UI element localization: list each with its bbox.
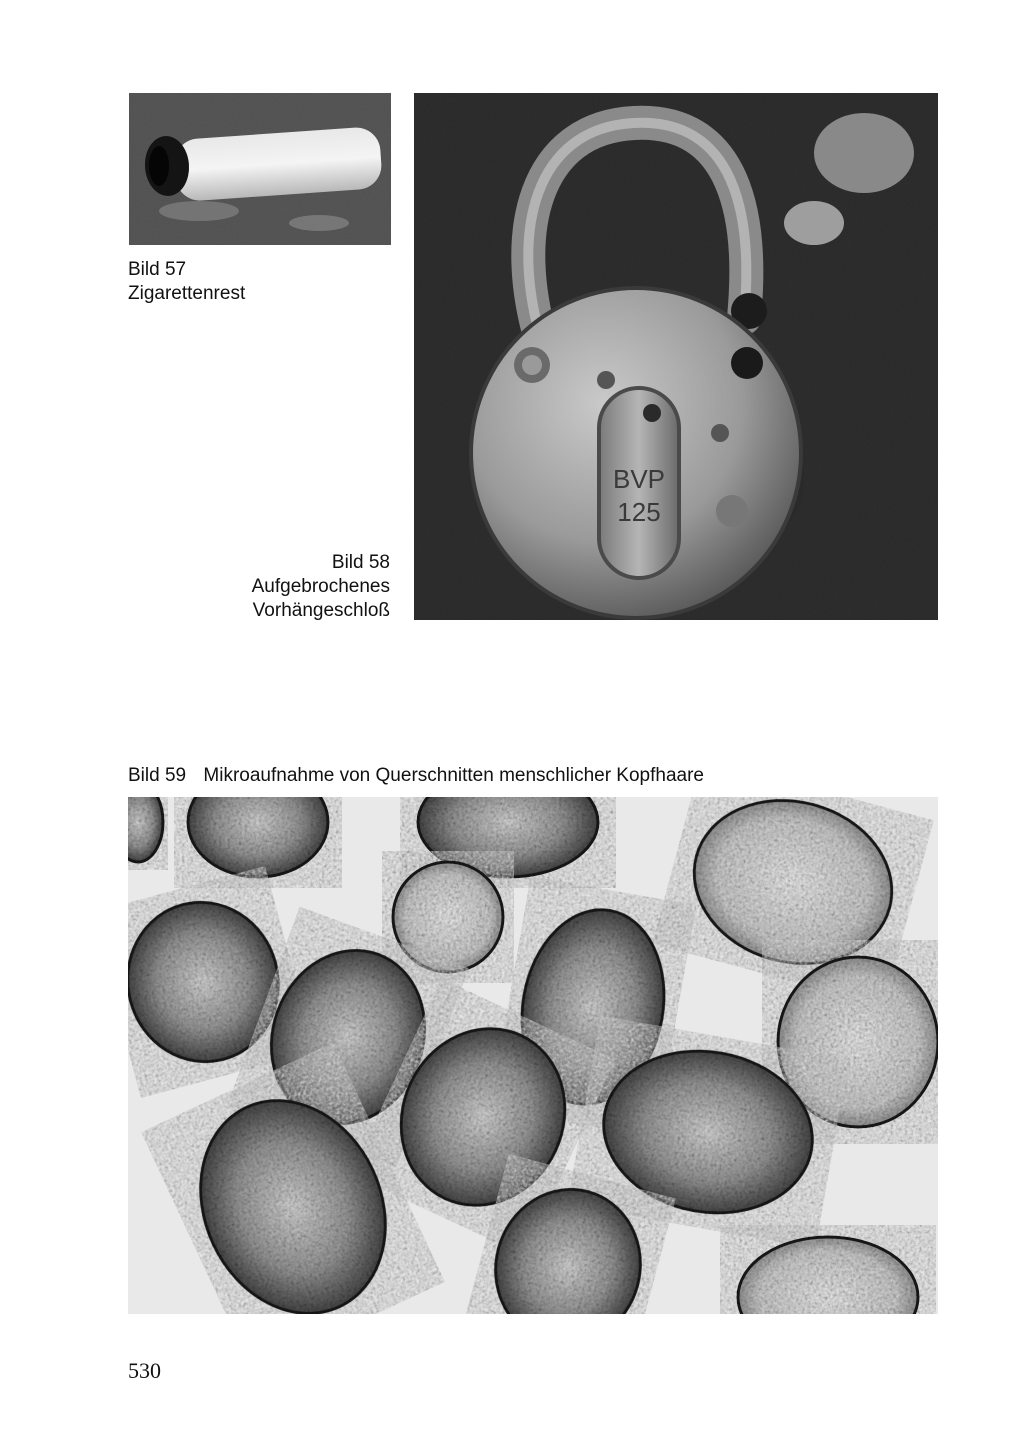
figure-59-title: Mikroaufnahme von Querschnitten menschlicher Kopfhaare (203, 765, 704, 786)
hair-cross-section-micrograph (128, 797, 938, 1314)
page-number: 530 (128, 1358, 161, 1383)
figure-57-title: Zigarettenrest (128, 283, 246, 304)
padlock-stamp-line2: 125 (617, 497, 661, 527)
cigarette-butt-photo (129, 93, 391, 245)
padlock-photo (414, 93, 938, 620)
figure-57-caption (128, 258, 245, 306)
figure-59-label: Bild 59 (128, 765, 187, 786)
figure-59-caption (128, 764, 704, 788)
figure-58-caption (200, 551, 390, 623)
figure-57-label: Bild 57 (128, 259, 187, 280)
figure-58-title-line2: Vorhängeschloß (252, 600, 390, 621)
padlock-stamp-line1: BVP (612, 464, 666, 494)
figure-58-label: Bild 58 (331, 552, 390, 573)
figure-58-title-line1: Aufgebrochenes (251, 576, 390, 597)
